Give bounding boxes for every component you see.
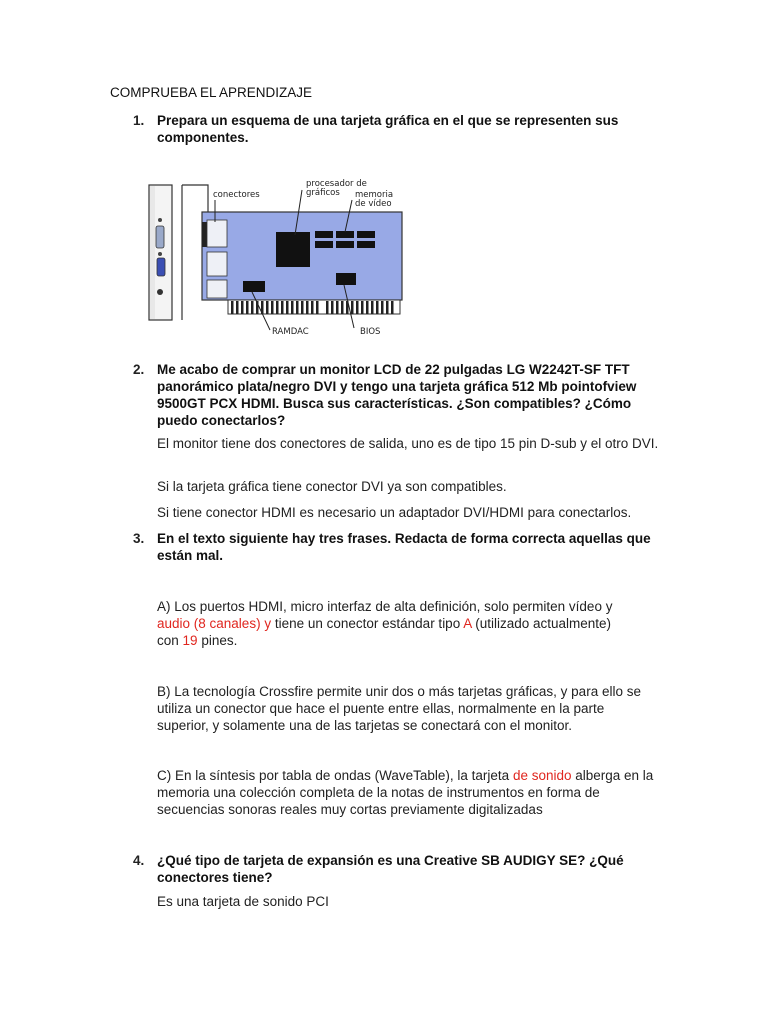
sentence-a-part: (utilizado actualmente) xyxy=(471,616,612,631)
label-procesador-2: gráficos xyxy=(306,188,340,198)
sentence-a-highlight: audio (8 canales) y xyxy=(157,616,272,631)
sentence-c-part: alberga en la memoria una colección completa de la notas de instrumentos en forma de secuencias sonoras reales muy cortas previamente digitalizadas xyxy=(157,768,654,817)
label-memoria-2: de vídeo xyxy=(355,199,392,209)
label-memoria-1: memoria xyxy=(355,190,394,200)
question-number: 3. xyxy=(133,531,145,546)
answer-2-paragraph-3: Si tiene conector HDMI es necesario un adaptador DVI/HDMI para conectarlos. xyxy=(157,505,632,520)
label-procesador-1: procesador de xyxy=(306,179,367,189)
answer-3-sentence-c xyxy=(157,767,662,818)
sentence-a-highlight: A xyxy=(463,616,472,631)
sentence-a-part: tiene un conector estándar tipo xyxy=(271,616,464,631)
question-text: Me acabo de comprar un monitor LCD de 22 pulgadas LG W2242T-SF TFT panorámico plata/negro DVI y tengo una tarjeta gráfica 512 Mb pointofview 9500GT PCX HDMI. Busca sus características. ¿Son compatibles? ¿Cómo puedo conectarlos? xyxy=(157,362,637,428)
answer-2-paragraph-2: Si la tarjeta gráfica tiene conector DVI ya son compatibles. xyxy=(157,479,507,494)
question-4 xyxy=(133,852,663,886)
answer-2-paragraph-1: El monitor tiene dos conectores de salida, uno es de tipo 15 pin D-sub y el otro DVI. xyxy=(157,436,659,451)
sentence-a-part: con xyxy=(157,633,183,648)
label-ramdac: RAMDAC xyxy=(272,327,309,337)
question-number: 1. xyxy=(133,113,145,128)
page-title: COMPRUEBA EL APRENDIZAJE xyxy=(110,85,313,100)
answer-3-sentence-b: B) La tecnología Crossfire permite unir dos o más tarjetas gráficas, y para ello se utiliza un conector que hace el puente entre ellas, normalmente en la parte superior, y solamente una de las tarjetas se conectará con el monitor. xyxy=(157,684,641,733)
label-conectores: conectores xyxy=(213,190,260,200)
answer-4-paragraph-1: Es una tarjeta de sonido PCI xyxy=(157,894,329,909)
question-1 xyxy=(133,112,663,146)
question-number: 4. xyxy=(133,853,145,868)
label-bios: BIOS xyxy=(360,327,381,337)
sentence-a-part: A) Los puertos HDMI, micro interfaz de alta definición, solo permiten vídeo y xyxy=(157,599,613,614)
question-3 xyxy=(133,530,663,564)
sentence-a-part: pines. xyxy=(197,633,238,648)
sentence-c-part: C) En la síntesis por tabla de ondas (WaveTable), la tarjeta xyxy=(157,768,513,783)
question-text: ¿Qué tipo de tarjeta de expansión es una Creative SB AUDIGY SE? ¿Qué conectores tiene? xyxy=(157,853,624,885)
question-text: En el texto siguiente hay tres frases. Redacta de forma correcta aquellas que están mal. xyxy=(157,531,651,563)
answer-3-sentence-a xyxy=(157,598,647,649)
question-text: Prepara un esquema de una tarjeta gráfica en el que se representen sus componentes. xyxy=(157,113,619,145)
sentence-a-highlight: 19 xyxy=(182,633,198,648)
graphics-card-diagram xyxy=(140,170,410,350)
sentence-c-highlight: de sonido xyxy=(512,768,572,783)
question-number: 2. xyxy=(133,362,145,377)
question-2 xyxy=(133,361,663,429)
